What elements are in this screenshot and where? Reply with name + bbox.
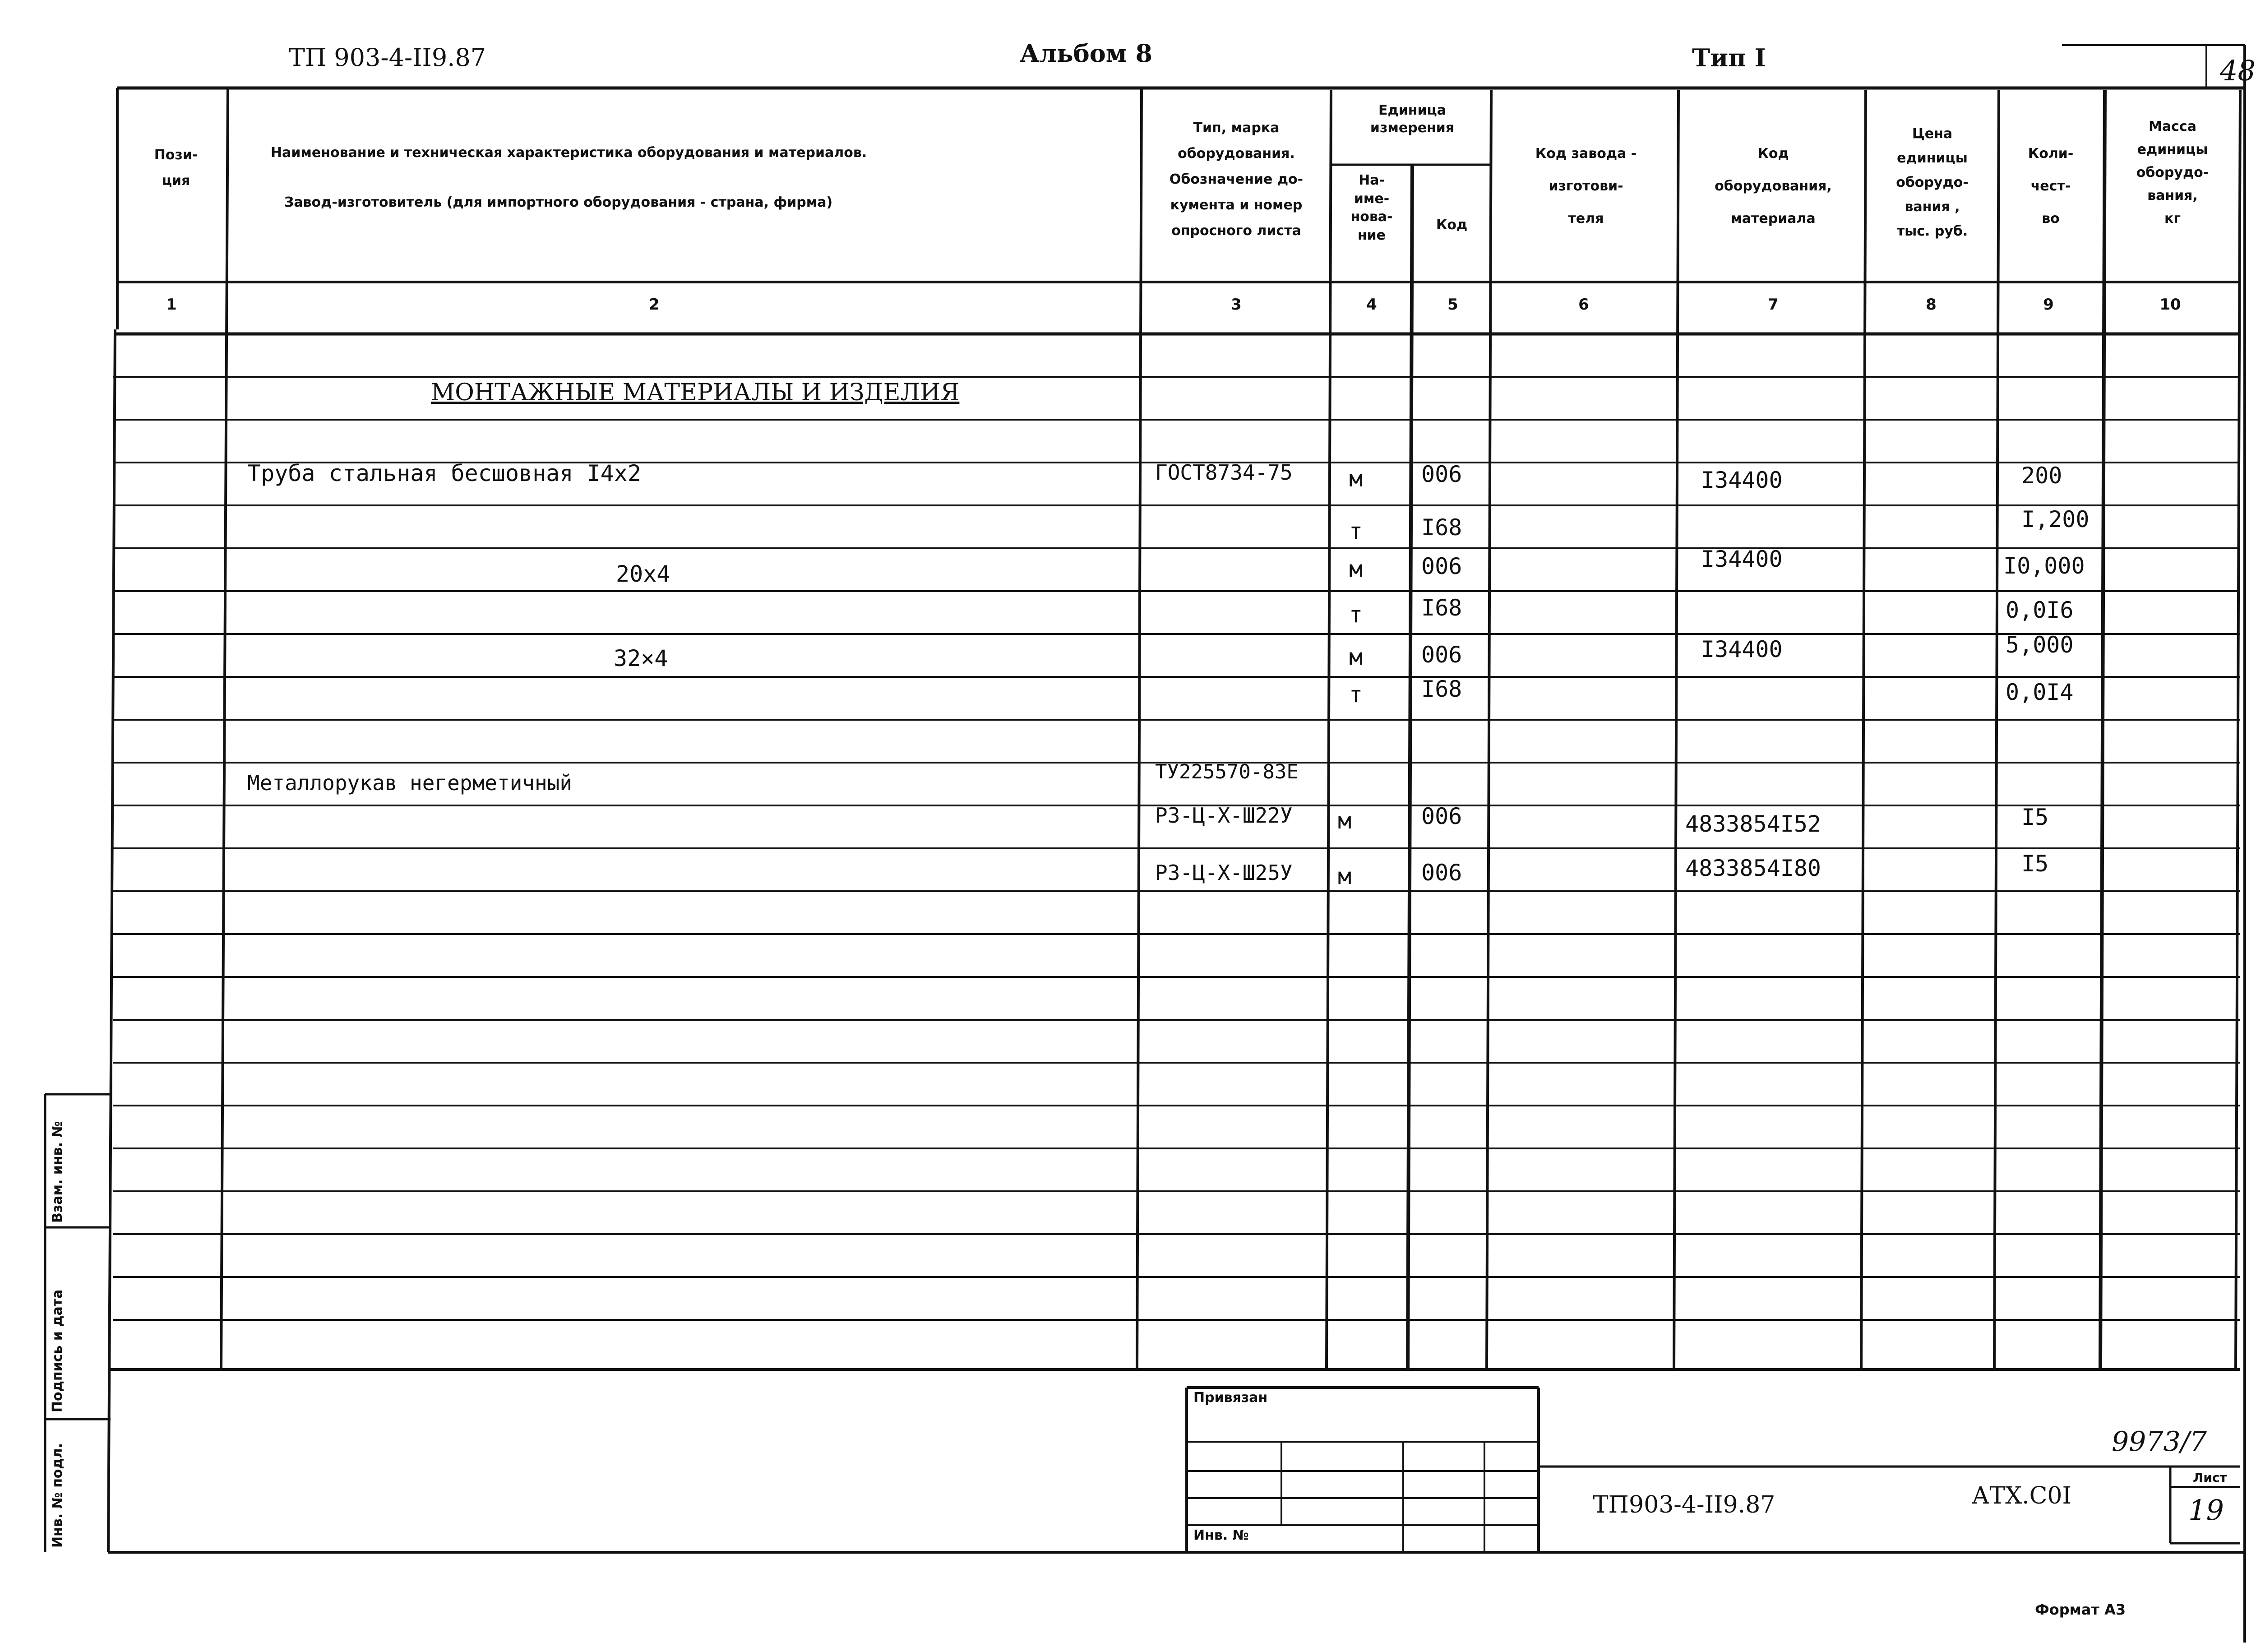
row-5-code: 006 (1421, 642, 1462, 668)
type-label: Тип I (1692, 43, 1766, 72)
col-number-2: 2 (649, 296, 660, 314)
row-6-qty: 0,0I4 (2006, 679, 2074, 705)
row-9-unit: м (1338, 863, 1352, 889)
row-1-material-code: I34400 (1701, 467, 1783, 493)
row-6-unit: т (1349, 681, 1363, 708)
row-1-name: Труба стальная бесшовная I4х2 (247, 460, 641, 486)
col-number-5: 5 (1447, 296, 1458, 314)
row-3-code: 006 (1421, 553, 1462, 579)
col-number-9: 9 (2043, 296, 2054, 314)
header-quantity: Коли- чест- во (2028, 146, 2074, 227)
row-4-code: I68 (1421, 595, 1462, 621)
row-1-code: 006 (1421, 461, 1462, 487)
row-9-doc: Р3-Ц-Х-Ш25У (1155, 861, 1293, 885)
col-number-7: 7 (1768, 296, 1779, 314)
row-7-doc: ТУ225570-83Е (1155, 760, 1299, 783)
row-2-qty: I,200 (2021, 506, 2090, 532)
side-label-inv: Инв. № подл. (50, 1443, 65, 1548)
header-price: Цена единицы оборудо- вания , тыс. руб. (1896, 126, 1969, 239)
stamp-privyazan: Привязан (1193, 1390, 1268, 1406)
stamp-sheet-label: Лист (2193, 1470, 2227, 1485)
col-number-8: 8 (1926, 296, 1937, 314)
header-unit-group: Единица измерения (1370, 102, 1455, 136)
row-2-unit: т (1349, 518, 1363, 544)
row-8-material-code: 4833854I52 (1685, 811, 1821, 837)
stamp-sheet-number: 19 (2188, 1494, 2224, 1527)
row-9-material-code: 4833854I80 (1685, 855, 1821, 881)
header-unit-code: Код (1436, 217, 1468, 233)
header-type: Тип, марка оборудования. Обозначение до- кумента и номер опросного листа (1169, 120, 1304, 239)
stamp-mark: АТХ.С0I (1972, 1482, 2072, 1509)
doc-code-header: ТП 903-4-II9.87 (289, 43, 486, 72)
row-6-code: I68 (1421, 676, 1462, 702)
stamp-inv-no: Инв. № (1193, 1527, 1249, 1543)
row-3-unit: м (1349, 556, 1363, 582)
row-5-name: 32×4 (614, 645, 668, 671)
col-number-1: 1 (166, 296, 177, 314)
row-8-qty: I5 (2021, 804, 2049, 830)
row-3-material-code: I34400 (1701, 546, 1783, 572)
header-factory-code: Код завода - изготови- теля (1535, 146, 1637, 227)
row-8-unit: м (1338, 808, 1352, 834)
row-2-code: I68 (1421, 514, 1462, 541)
section-title: МОНТАЖНЫЕ МАТЕРИАЛЫ И ИЗДЕЛИЯ (431, 379, 960, 406)
row-5-material-code: I34400 (1701, 636, 1783, 662)
header-mass: Масса единицы оборудо- вания, кг (2136, 119, 2209, 227)
header-position: Пози- ция (154, 147, 198, 189)
row-1-unit: м (1349, 466, 1363, 492)
col-number-6: 6 (1578, 296, 1589, 314)
row-4-qty: 0,0I6 (2006, 597, 2074, 623)
row-9-qty: I5 (2021, 851, 2049, 877)
row-3-name: 20х4 (616, 561, 670, 587)
album-label: Альбом 8 (1020, 39, 1153, 68)
col-number-10: 10 (2159, 296, 2181, 314)
format-label: Формат А3 (2035, 1601, 2126, 1618)
row-8-doc: Р3-Ц-Х-Ш22У (1155, 803, 1293, 828)
row-5-unit: м (1349, 644, 1363, 670)
row-1-doc: ГОСТ8734-75 (1155, 460, 1293, 485)
header-unit-name: На- име- нова- ние (1350, 172, 1393, 243)
col-number-3: 3 (1231, 296, 1242, 314)
side-label-podpis: Подпись и дата (50, 1289, 65, 1412)
header-material-code: Код оборудования, материала (1715, 146, 1832, 227)
row-1-qty: 200 (2021, 463, 2062, 489)
col-number-4: 4 (1366, 296, 1377, 314)
row-7-name: Металлорукав негерметичный (247, 771, 573, 795)
side-label-vzam: Взам. инв. № (50, 1121, 65, 1223)
row-4-unit: т (1349, 602, 1363, 628)
row-8-code: 006 (1421, 803, 1462, 829)
page-number: 48 (2220, 54, 2256, 87)
header-name-line2: Завод-изготовитель (для импортного оборудования - страна, фирма) (284, 194, 833, 210)
row-9-code: 006 (1421, 860, 1462, 886)
stamp-doc-code: ТП903-4-II9.87 (1593, 1491, 1775, 1518)
row-5-qty: 5,000 (2006, 632, 2074, 658)
row-3-qty: I0,000 (2003, 553, 2085, 579)
header-name-line1: Наименование и техническая характеристика оборудования и материалов. (271, 145, 867, 161)
stamp-archive-number: 9973/7 (2112, 1426, 2207, 1458)
